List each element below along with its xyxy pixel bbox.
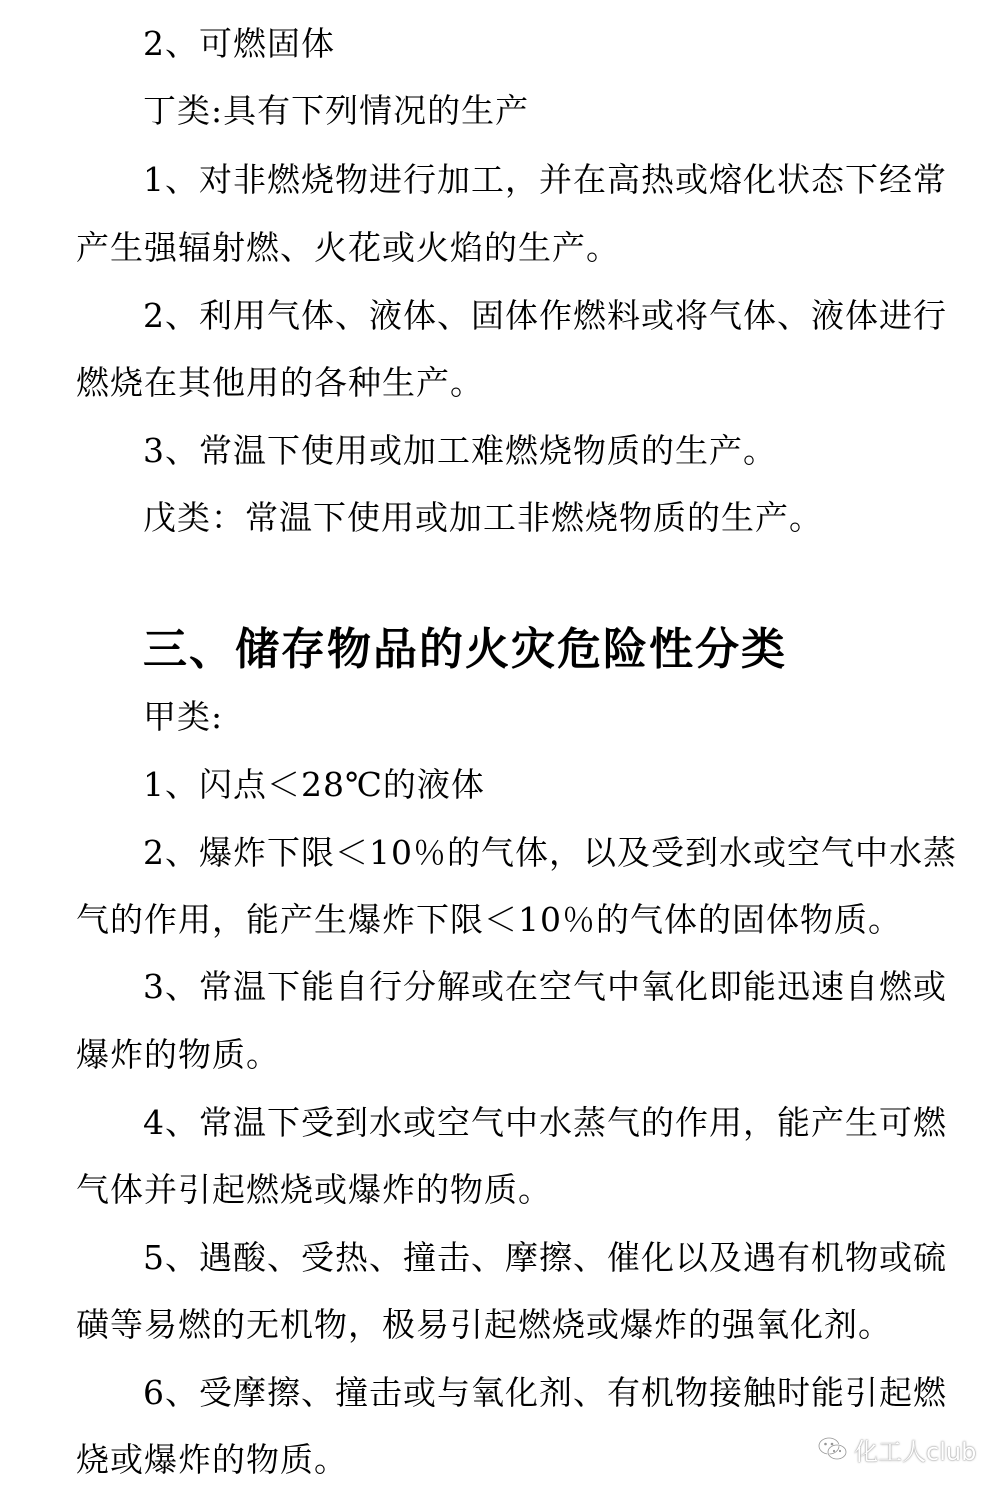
paragraph-line: 磺等易燃的无机物，极易引起燃烧或爆炸的强氧化剂。: [76, 1305, 892, 1344]
paragraph-line: 2、爆炸下限＜10％的气体，以及受到水或空气中水蒸: [143, 833, 957, 872]
paragraph-line: 3、常温下使用或加工难燃烧物质的生产。: [143, 431, 777, 470]
paragraph-line: 甲类:: [143, 697, 224, 736]
paragraph-line: 4、常温下受到水或空气中水蒸气的作用，能产生可燃: [143, 1103, 947, 1142]
paragraph-line: 1、闪点＜28℃的液体: [143, 765, 485, 804]
section-heading: 三、储存物品的火灾危险性分类: [143, 624, 787, 675]
paragraph-line: 爆炸的物质。: [76, 1035, 280, 1074]
paragraph-line: 丁类:具有下列情况的生产: [143, 91, 530, 130]
paragraph-line: 戊类：常温下使用或加工非燃烧物质的生产。: [143, 498, 823, 537]
paragraph-line: 2、利用气体、液体、固体作燃料或将气体、液体进行: [143, 296, 947, 335]
paragraph-line: 3、常温下能自行分解或在空气中氧化即能迅速自燃或: [143, 967, 947, 1006]
paragraph-line: 产生强辐射燃、火花或火焰的生产。: [76, 228, 620, 267]
watermark-text: 化工人club: [854, 1437, 977, 1466]
paragraph-line: 烧或爆炸的物质。: [76, 1440, 348, 1479]
watermark: [818, 1431, 976, 1467]
paragraph-line: 6、受摩擦、撞击或与氧化剂、有机物接触时能引起燃: [143, 1373, 947, 1412]
paragraph-line: 1、对非燃烧物进行加工，并在高热或熔化状态下经常: [143, 160, 947, 199]
paragraph-line: 5、遇酸、受热、撞击、摩擦、催化以及遇有机物或硫: [143, 1238, 947, 1277]
wechat-icon: [818, 1436, 848, 1462]
paragraph-line: 气的作用，能产生爆炸下限＜10％的气体的固体物质。: [76, 900, 902, 939]
paragraph-line: 2、可燃固体: [143, 24, 335, 63]
paragraph-line: 气体并引起燃烧或爆炸的物质。: [76, 1170, 552, 1209]
paragraph-line: 燃烧在其他用的各种生产。: [76, 363, 484, 402]
